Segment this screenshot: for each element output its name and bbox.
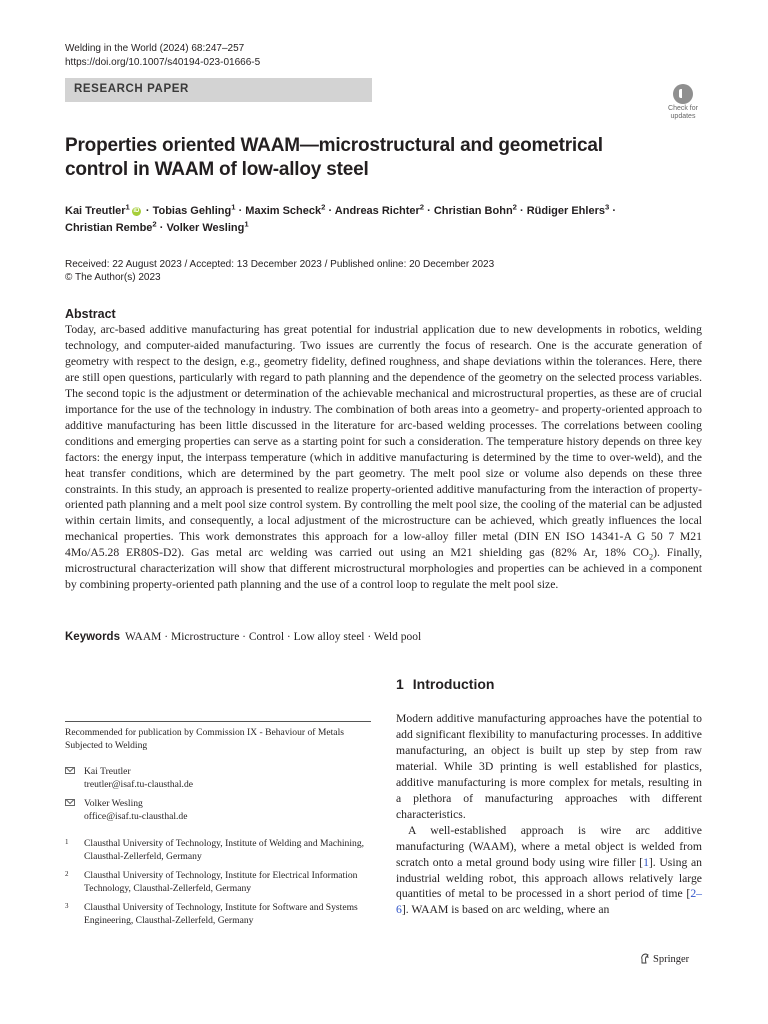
- contact-name: Volker Wesling: [84, 798, 143, 809]
- citation-link[interactable]: 1: [643, 855, 649, 869]
- affiliation-text: Clausthal University of Technology, Institute for Software and Systems Engineering, Clausthal-Zellerfeld, Germany: [84, 902, 358, 926]
- affiliation-3: [65, 902, 371, 928]
- author-list: Kai Treutler$^1$ iD · Tobias Gehling$^1$ · Maxim Scheck$^2$ · Andreas Richter$^2$ · Christian Bohn$^2$ · Rüdiger Ehlers$^3$ · Christian Rembe$^2$ · Volker Wesling$^1$: [65, 202, 616, 234]
- recommendation-note: Recommended for publication by Commission IX - Behaviour of Metals Subjected to Welding: [65, 727, 344, 751]
- affiliation-2: [65, 870, 371, 896]
- article-type-banner: [65, 78, 372, 102]
- orcid-icon[interactable]: iD: [133, 207, 140, 214]
- publisher-mark: [640, 953, 689, 965]
- section-title: Introduction: [412, 676, 495, 692]
- contact-email[interactable]: office@isaf.tu-clausthal.de: [84, 810, 188, 822]
- check-updates-label: Check for updates: [668, 105, 698, 120]
- author-affiliation-mark: 3: [604, 202, 610, 212]
- received-accepted-date: Received: 22 August 2023 / Accepted: 13 December 2023: [65, 259, 322, 270]
- abstract-text: Today, arc-based additive manufacturing has great potential for industrial application due to new developments in robotics, welding technology, and computer-aided manufacturing. Two issues are currently the focus of research. One is the accurate generation of geometry with respect to the design, e.g., geometry fidelity, defined roughness, and shape deviations within the tolerances. Here, there are still open questions, particularly with regard to path planning and the dependence of the geometry on the selected process variables. The second topic is the adjustment or determination of the achievable mechanical and microstructural properties, as these are of crucial importance for the use of the technology in industry. The combination of both areas into a geometry- and property-oriented approach to additive manufacturing has been little discussed in the literature for arc-based welding processes. The correlations between cooling conditions and emerging properties can serve as a starting point for such a consideration. The temperature history depends on three key factors: the energy input, the interpass temperature (which in additive manufacturing is determined by the time to over-weld), and the heat transfer conditions, which are determined by the part geometry. The melt pool size or volume also depends on these three constraints. In this study, an approach is presented to realize property-oriented additive manufacturing from the interaction of property-oriented path planning and a melt pool size control system. By controlling the melt pool size, the cooling of the material can be adjusted within certain limits, and consequently, a local adjustment of the microstructure can be achieved, which greatly influences the local mechanical properties. This work demonstrates this approach for a low-alloy filler metal (DIN EN ISO 14341-A G 50 7 M21 4Mo/A5.28 ER80S-D2). Gas metal arc welding was carried out using an M21 shielding gas (82% Ar, 18% CO: [65, 323, 702, 560]
- contact-volker-wesling: [65, 798, 371, 824]
- affiliation-number: 1: [65, 838, 69, 846]
- envelope-icon: [65, 767, 75, 774]
- published-date: / Published online: 20 December 2023: [321, 259, 495, 270]
- intro-text: A well-established approach is wire arc additive manufacturing (WAAM), where a metal object is welded from scratch onto a metal ground body using wire filler [: [396, 823, 702, 869]
- check-updates-icon: [673, 84, 693, 104]
- abstract-subscript: 2: [649, 552, 654, 562]
- author-affiliation-mark: 2: [512, 202, 517, 212]
- introduction-body: [396, 711, 702, 918]
- author-name: Andreas Richter: [334, 205, 420, 217]
- paper-title: Properties oriented WAAM—microstructural and geometrical control in WAAM of low-alloy steel: [65, 135, 603, 180]
- affiliation-number: 3: [65, 902, 69, 910]
- springer-horse-icon: [640, 953, 649, 964]
- author-affiliation-mark: 1: [125, 202, 130, 212]
- author-name: Kai Treutler: [65, 205, 126, 217]
- keywords-label: Keywords: [65, 631, 120, 643]
- publication-dates: [65, 259, 494, 284]
- author-name: Maxim Scheck: [245, 205, 322, 217]
- affiliation-1: [65, 838, 371, 864]
- author-name: Christian Rembe: [65, 222, 153, 234]
- author-name: Christian Bohn: [433, 205, 513, 217]
- article-type-label: RESEARCH PAPER: [74, 83, 189, 95]
- affiliation-number: 2: [65, 870, 69, 878]
- keywords: [65, 631, 421, 643]
- copyright-line: © The Author(s) 2023: [65, 271, 161, 283]
- author-name: Tobias Gehling: [152, 205, 232, 217]
- author-affiliation-mark: 2: [321, 202, 326, 212]
- section-number: 1: [396, 676, 404, 692]
- contact-kai-treutler: [65, 766, 371, 792]
- author-affiliation-mark: 1: [244, 219, 249, 229]
- publisher-name: Springer: [653, 954, 690, 965]
- doi-link[interactable]: https://doi.org/10.1007/s40194-023-01666-5: [65, 57, 261, 68]
- citation-link[interactable]: 2–6: [396, 887, 702, 917]
- author-name: Volker Wesling: [166, 222, 245, 234]
- intro-text: ]. Using an industrial welding robot, this approach allows relatively large quantities of metal to be processed in a short period of time [: [396, 855, 702, 901]
- affiliation-text: Clausthal University of Technology, Institute for Electrical Information Technology, Clausthal-Zellerfeld, Germany: [84, 870, 358, 894]
- abstract-heading: Abstract: [65, 307, 116, 321]
- intro-paragraph-1: Modern additive manufacturing approaches have the potential to add significant flexibility to manufacturing processes. In additive manufacturing, an object is built up step by step from raw material. While 3D printing is well established for plastics, additive manufacturing is more complex for metals, resulting in a plethora of manufacturing approaches with different characteristics.: [396, 712, 702, 821]
- intro-text: ]. WAAM is based on arc welding, where an: [401, 903, 610, 917]
- abstract-text-end: ). Finally, microstructural characterization will show that different microstructural morphologies and properties can be achieved in a component by combining property-oriented path planning and the use of a control loop to regulate the melt pool size.: [65, 546, 703, 592]
- author-affiliation-mark: 2: [152, 219, 157, 229]
- journal-citation: [65, 42, 260, 70]
- affiliation-text: Clausthal University of Technology, Institute of Welding and Machining, Clausthal-Zellerfeld, Germany: [84, 838, 365, 862]
- envelope-icon: [65, 799, 75, 806]
- intro-paragraph-2: [396, 823, 702, 919]
- section-heading-introduction: [396, 676, 494, 692]
- abstract-body: [65, 322, 702, 593]
- author-name: Rüdiger Ehlers: [526, 205, 605, 217]
- journal-line: Welding in the World (2024) 68:247–257: [65, 43, 245, 54]
- contact-email[interactable]: treutler@isaf.tu-clausthal.de: [84, 778, 193, 790]
- footnote-divider: [65, 721, 371, 722]
- contact-name: Kai Treutler: [84, 766, 131, 777]
- author-affiliation-mark: 2: [419, 202, 425, 212]
- author-affiliation-mark: 1: [231, 202, 236, 212]
- check-for-updates-badge[interactable]: [664, 84, 702, 124]
- keywords-list: WAAM · Microstructure · Control · Low alloy steel · Weld pool: [124, 631, 422, 643]
